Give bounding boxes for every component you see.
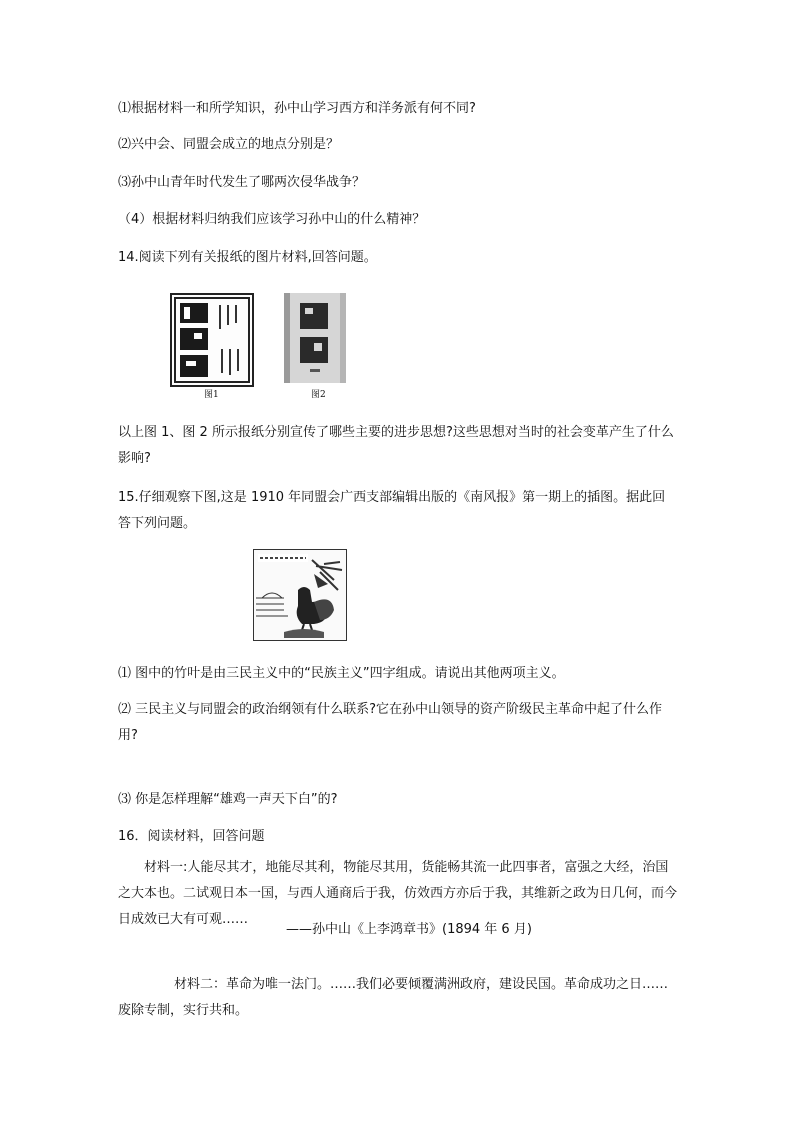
rooster-illustration: [253, 549, 347, 641]
q15-prompt: 15.仔细观察下图,这是 1910 年同盟会广西支部编辑出版的《南风报》第一期上的插图。据此回答下列问题。: [118, 490, 666, 531]
newspaper-figure-2: [284, 293, 346, 383]
figure-2-caption: 图2: [311, 390, 326, 400]
q15-sub1: ⑴ 图中的竹叶是由三民主义中的“民族主义”四字组成。请说出其他两项主义。: [118, 666, 565, 681]
q14-prompt: 14.阅读下列有关报纸的图片材料,回答问题。: [118, 250, 377, 265]
q16-source1: ——孙中山《上李鸿章书》(1894 年 6 月): [286, 922, 532, 937]
q16-prompt: 16．阅读材料，回答问题: [118, 829, 265, 844]
minbao-cover-image: [284, 293, 346, 383]
q14-question: 以上图 1、图 2 所示报纸分别宣传了哪些主要的进步思想?这些思想对当时的社会变革产生了什么影响?: [118, 425, 674, 466]
figure-1-caption: 图1: [204, 390, 219, 400]
q16-material2: 材料二：革命为唯一法门。……我们必要倾覆满洲政府，建设民国。革命成功之日……废除专制，实行共和。: [118, 977, 669, 1018]
q13-sub3: ⑶孙中山青年时代发生了哪两次侵华战争？: [118, 175, 366, 190]
newspaper-figure-1: [170, 293, 254, 387]
rooster-bamboo-image: [254, 550, 346, 640]
q15-sub3: ⑶ 你是怎样理解“雄鸡一声天下白”的?: [118, 792, 338, 807]
q16-material1: 材料一:人能尽其才，地能尽其利，物能尽其用，货能畅其流一此四事者，富强之大经，治国之大本也。二试观日本一国，与西人通商后于我，仿效西方亦后于我，其维新之政为日几何，而今日成效已大有可观……: [118, 860, 678, 927]
q13-sub2: ⑵兴中会、同盟会成立的地点分别是？: [118, 137, 340, 152]
q13-sub1: ⑴根据材料一和所学知识，孙中山学习西方和洋务派有何不同?: [118, 101, 476, 116]
q13-sub4: （4）根据材料归纳我们应该学习孙中山的什么精神？: [118, 212, 426, 227]
q15-sub2: ⑵ 三民主义与同盟会的政治纲领有什么联系?它在孙中山领导的资产阶级民主革命中起了什么作用?: [118, 702, 663, 743]
shiwubao-masthead-image: [172, 295, 252, 385]
